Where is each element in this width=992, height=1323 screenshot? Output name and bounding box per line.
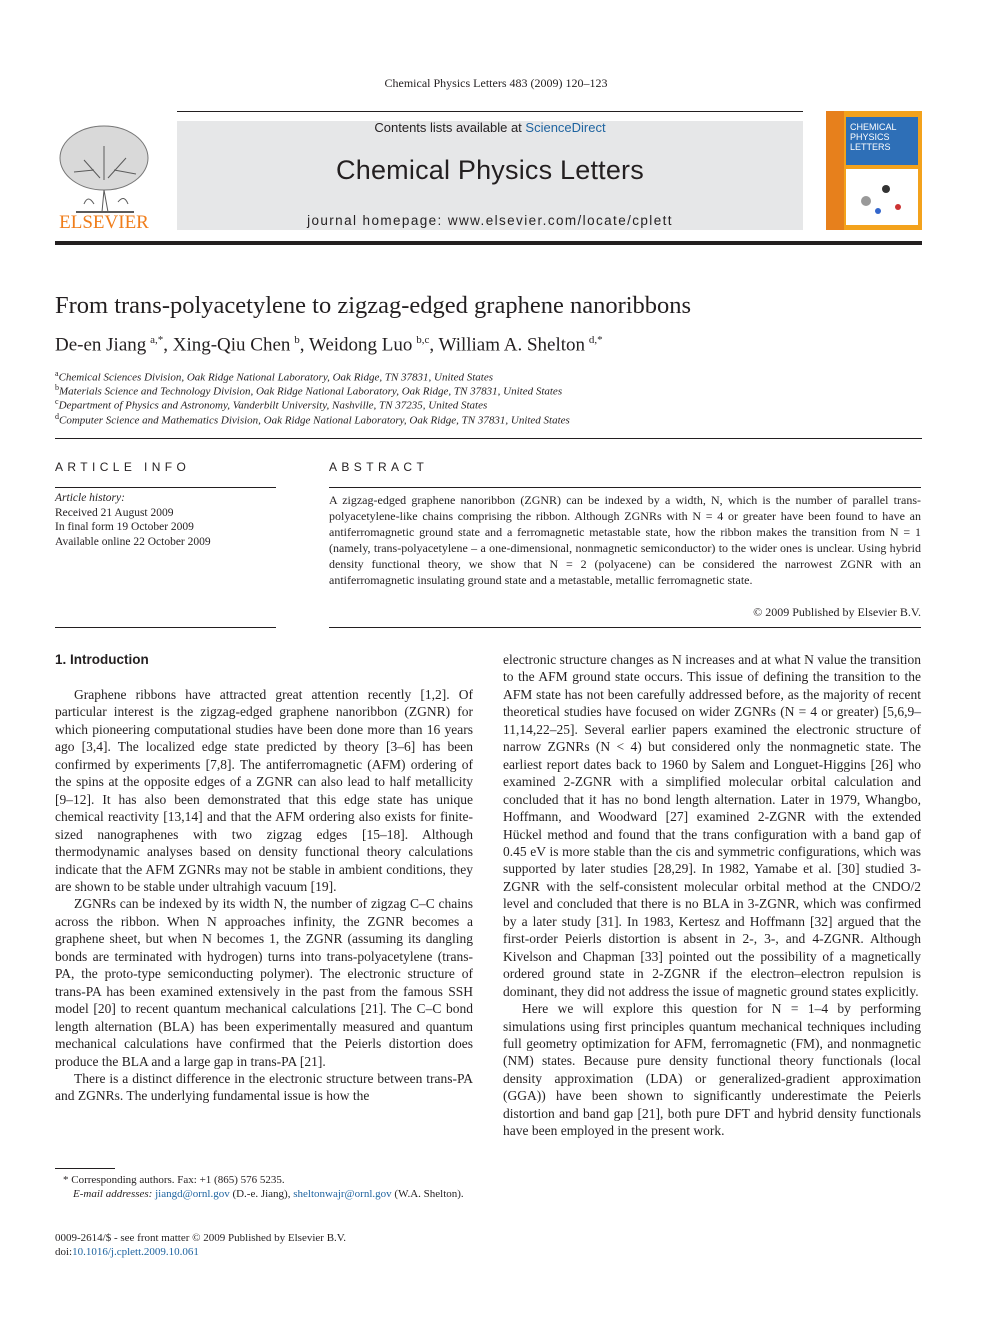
corresponding-note: * Corresponding authors. Fax: +1 (865) 576 5235. (63, 1174, 285, 1186)
contents-line (177, 120, 803, 135)
body-paragraph: ZGNRs can be indexed by its width N, the number of zigzag C–C chains across the ribbon. When N approaches infinity, the ZGNR becomes a graphene sheet, but when N becomes 1, the ZGNR (assuming its dangling bonds are terminated with hydrogen) turns into trans-polyacetylene (trans-PA, the proto-type semiconducting polymer). The electronic structure of trans-PA has been examined extensively in the past from the famous SSH model [20] to recent quantum mechanical calculations [21]. The C–C bond length alternation (BLA) has been experimentally measured and quantum mechanical calculations have confirmed that the Peierls distortion does produce the BLA and a large gap in trans-PA [21]. (55, 896, 473, 1069)
cover-title-line-1: CHEMICAL (850, 122, 897, 132)
journal-citation: Chemical Physics Letters 483 (2009) 120–123 (384, 76, 608, 90)
article-history (55, 491, 211, 549)
email-owner: (D.-e. Jiang), (232, 1188, 291, 1200)
email-link[interactable]: jiangd@ornl.gov (155, 1188, 230, 1200)
author-affil-marker: a,* (150, 334, 164, 346)
header-top-rule (177, 111, 803, 112)
left-column (55, 686, 473, 1105)
footnote-block (55, 1173, 473, 1201)
article-info-heading: ARTICLE INFO (55, 460, 191, 474)
author-list: De-en Jiang $^{a,*}$, Xing-Qiu Chen $^b$, Weidong Luo $^{b,c}$, William A. Shelton $^{d,*}$ (55, 334, 603, 356)
body-paragraph: Here we will explore this question for N = 1–4 by performing simulations using first principles quantum mechanical techniques including full geometry optimization for AFM, ferromagnetic (FM), and nonmagnetic (NM) states. Because pure density functional theory functionals (local density approximation (LDA) or generalized-gradient approximation (GGA)) have been shown to significantly underestimate the Peierls distortion and band gap [21], both pure DFT and hybrid density functionals have been employed in the present work. (503, 1001, 921, 1139)
elsevier-logo (54, 120, 154, 232)
cover-title-line-3: LETTERS (850, 142, 891, 152)
affiliation (55, 410, 570, 428)
issn-line: 0009-2614/$ - see front matter © 2009 Published by Elsevier B.V. (55, 1232, 347, 1244)
doi-line (55, 1245, 346, 1259)
sciencedirect-link[interactable]: ScienceDirect (525, 120, 606, 135)
journal-cover (826, 111, 922, 230)
author-name[interactable]: De-en Jiang (55, 334, 147, 356)
affiliation-text: Materials Science and Technology Division, Oak Ridge National Laboratory, Oak Ridge, TN 37831, United States (59, 385, 563, 398)
affiliation-text: Department of Physics and Astronomy, Vanderbilt University, Nashville, TN 37235, United States (58, 399, 488, 412)
history-received: Received 21 August 2009 (55, 506, 174, 519)
author-name[interactable]: Xing-Qiu Chen (172, 334, 291, 356)
affiliation-rule (55, 438, 922, 439)
email-owner: (W.A. Shelton). (394, 1188, 464, 1200)
article-info-bottom-rule (55, 627, 276, 628)
abstract-rule (329, 487, 921, 488)
article-info-rule (55, 487, 276, 488)
footnote-rule (55, 1168, 115, 1169)
doi-prefix: doi: (55, 1246, 73, 1258)
affiliation-marker: b (55, 383, 59, 392)
history-final-form: In final form 19 October 2009 (55, 521, 194, 533)
doi-link[interactable]: 10.1016/j.cplett.2009.10.061 (72, 1246, 199, 1258)
article-title: From trans-polyacetylene to zigzag-edged graphene nanoribbons (55, 292, 692, 319)
body-paragraph: There is a distinct difference in the electronic structure between trans-PA and ZGNRs. The underlying fundamental issue is how the (55, 1070, 473, 1104)
email-link[interactable]: sheltonwajr@ornl.gov (293, 1188, 392, 1200)
author-affil-marker: b,c (416, 334, 430, 346)
author-affil-marker: b (294, 334, 300, 346)
body-paragraph: Graphene ribbons have attracted great attention recently [1,2]. Of particular interest is the zigzag-edged graphene nanoribbon (ZGNR) for which pioneering computational studies have been done more than 16 years ago [3,4]. The localized edge state predicted by theory [3–6] has been confirmed by experiments [7,8]. The antiferromagnetic (AFM) ordering of the spins at the opposite edges of a ZGNR can also lead to half metallicity [9–12]. It has also been demonstrated that this edge state has unique chemical reactivity [13,14] and that the AFM ordering also exists for finite-sized nanographenes with two zigzag edges [15–18]. Although thermodynamic analyses based on density functional theory calculations indicate that the AFM ZGNRs may not be stable in ambient conditions, they are shown to be stable under ultrahigh vacuum [19]. (55, 687, 473, 894)
section-title: 1. Introduction (55, 652, 149, 667)
author-name[interactable]: William A. Shelton (438, 334, 585, 356)
affiliation-marker: a (55, 369, 59, 378)
author-name[interactable]: Weidong Luo (308, 334, 413, 356)
abstract-text: A zigzag-edged graphene nanoribbon (ZGNR) can be indexed by a width, N, which is the number of parallel trans-polyacetylene-like chains comprising the ribbon. Although ZGNRs with N = 4 or greater have been found to have an antiferromagnetic ground state and a ferromagnetic metastable state, how the ribbon makes the transition from N = 1 (namely, trans-polyacetylene – a one-dimensional, nonmagnetic semiconductor) to the wider ones is unclear. Using hybrid density functional theory, we show that N = 2 (polyacene) can be considered the narrowest ZGNR with an antiferromagnetic insulating ground state and a metastable, metallic ferromagnetic state. (329, 493, 921, 587)
body-paragraph: electronic structure changes as N increases and at what N value the transition to the AFM ground state occurs. This issue of defining the transition to the AFM state has not been carefully addressed before, as the majority of recent theoretical studies have focused on wider ZGNRs (N = 4 or greater) [5,6,9–11,14,22–25]. Several earlier papers examined the electronic structure of narrow ZGNRs (N < 4) but considered only the nonmagnetic state. The earliest report dates back to 1960 by Salem and Longuet-Higgins [26] who examined 2-ZGNR with a simplified molecular orbital calculation and concluded that it has no bond length alternation. Later in 1979, Whangbo, Hoffmann, and Woodward [27] examined 2-ZGNR with the extended Hückel method and found that the trans configuration with a band gap of 0.45 eV is more stable than the cis and symmetric configurations, which was supported by later studies [28,29]. In 1982, Yamabe et al. [30] studied 3-ZGNR with the self-consistent molecular orbital method at the CNDO/2 level and concluded that there is no BLA in 3-ZGNR, which was confirmed by a later study [31]. In 1983, Kertesz and Hoffmann [32] argued that the first-order Peierls distortion is absent in 2-, 3-, and 4-ZGNR. Although Kivelson and Chapman [33] pointed out the possibility of a magnetically ordered ground state in 2-ZGNR if the electron–electron repulsion is dominant, they did not address the issue of magnetic ground states explicitly. (503, 652, 921, 999)
affiliation-text: Chemical Sciences Division, Oak Ridge National Laboratory, Oak Ridge, TN 37831, United States (58, 371, 494, 384)
affiliation-text: Computer Science and Mathematics Division, Oak Ridge National Laboratory, Oak Ridge, TN 37831, United States (59, 414, 570, 427)
author-affil-marker: d,* (588, 334, 603, 346)
front-matter (55, 1231, 346, 1259)
history-online: Available online 22 October 2009 (55, 535, 211, 548)
right-column (503, 651, 921, 1140)
email-label: E-mail addresses: (73, 1188, 153, 1200)
elsevier-wordmark: ELSEVIER (59, 212, 149, 232)
history-label: Article history: (55, 492, 125, 504)
journal-title: Chemical Physics Letters (336, 155, 644, 185)
affiliation-marker: c (55, 397, 59, 406)
email-note (55, 1187, 473, 1201)
affiliation-marker: d (55, 412, 59, 421)
abstract-copyright: © 2009 Published by Elsevier B.V. (753, 605, 921, 619)
abstract-bottom-rule (329, 627, 921, 628)
cover-title-line-2: PHYSICS (850, 132, 890, 142)
abstract-heading: ABSTRACT (329, 460, 429, 474)
journal-homepage[interactable]: journal homepage: www.elsevier.com/locate/cplett (307, 213, 673, 228)
header-bottom-rule (55, 241, 922, 245)
contents-prefix: Contents lists available at (374, 120, 526, 135)
